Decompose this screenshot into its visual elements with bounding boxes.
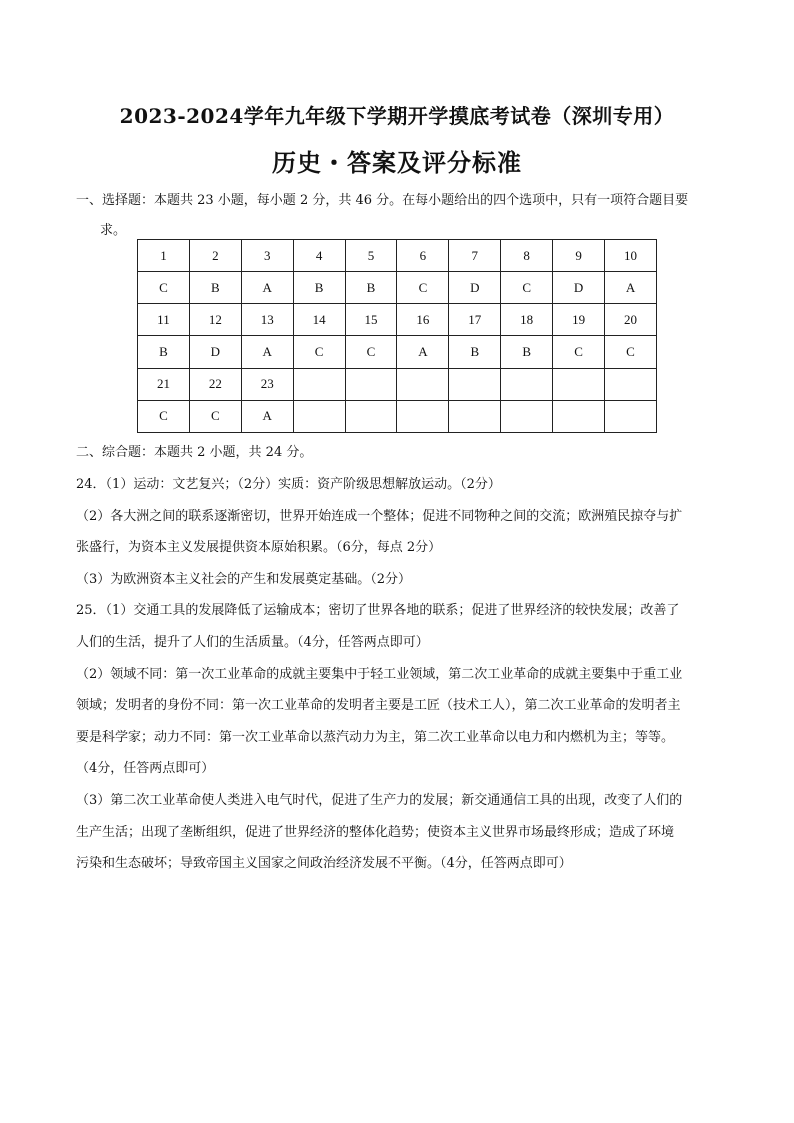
question-number-cell xyxy=(501,368,553,400)
q25-part3-line2: 生产生活；出现了垄断组织，促进了世界经济的整体化趋势；使资本主义世界市场最终形成；造成了环境 xyxy=(76,824,675,840)
answer-cell: A xyxy=(241,400,293,432)
answer-row xyxy=(138,400,657,432)
answer-cell: C xyxy=(189,400,241,432)
question-number-cell: 22 xyxy=(189,368,241,400)
answer-cell: B xyxy=(293,272,345,304)
question-number-cell: 2 xyxy=(189,240,241,272)
question-number-cell: 20 xyxy=(605,304,657,336)
answer-cell xyxy=(501,400,553,432)
question-number-cell xyxy=(605,368,657,400)
q24-part2-line2: 张盛行，为资本主义发展提供资本原始积累。（6分，每点 2分） xyxy=(76,540,442,556)
answer-cell: C xyxy=(605,336,657,368)
answer-cell: A xyxy=(241,272,293,304)
question-number-cell: 11 xyxy=(138,304,190,336)
question-number-row xyxy=(138,304,657,336)
page-subtitle: 历史・答案及评分标准 xyxy=(272,148,522,177)
question-number-row xyxy=(138,240,657,272)
section2-heading: 二、综合题：本题共 2 小题，共 24 分。 xyxy=(76,445,313,460)
answer-cell: C xyxy=(138,272,190,304)
question-number-cell: 6 xyxy=(397,240,449,272)
answer-cell: B xyxy=(138,336,190,368)
question-number-cell: 3 xyxy=(241,240,293,272)
question-number-cell: 17 xyxy=(449,304,501,336)
answer-row xyxy=(138,272,657,304)
question-number-row xyxy=(138,368,657,400)
question-number-cell: 7 xyxy=(449,240,501,272)
question-number-cell xyxy=(293,368,345,400)
answer-cell: D xyxy=(449,272,501,304)
question-number-cell: 5 xyxy=(345,240,397,272)
answer-cell: A xyxy=(241,336,293,368)
answer-cell: C xyxy=(345,336,397,368)
question-number-cell: 15 xyxy=(345,304,397,336)
answer-cell: C xyxy=(501,272,553,304)
answer-cell: B xyxy=(449,336,501,368)
q25-part2-line1: （2）领域不同：第一次工业革命的成就主要集中于轻工业领域，第二次工业革命的成就主要集中于重工业 xyxy=(76,666,683,682)
section1-instructions xyxy=(76,186,736,246)
page-title: 2023-2024学年九年级下学期开学摸底考试卷（深圳专用） xyxy=(119,104,675,128)
q25-part2-line3: 要是科学家；动力不同：第一次工业革命以蒸汽动力为主，第二次工业革命以电力和内燃机为主；等等。 xyxy=(76,729,675,745)
question-number-cell: 8 xyxy=(501,240,553,272)
answer-cell xyxy=(345,400,397,432)
question-number-cell: 4 xyxy=(293,240,345,272)
q24-part3: （3）为欧洲资本主义社会的产生和发展奠定基础。（2分） xyxy=(76,571,412,587)
answer-cell xyxy=(293,400,345,432)
answer-row xyxy=(138,336,657,368)
question-number-cell: 23 xyxy=(241,368,293,400)
answer-table xyxy=(137,239,657,433)
answer-cell xyxy=(605,400,657,432)
answer-cell: C xyxy=(397,272,449,304)
answer-cell: C xyxy=(138,400,190,432)
answer-cell xyxy=(553,400,605,432)
answer-cell: D xyxy=(189,336,241,368)
question-number-cell xyxy=(553,368,605,400)
answer-cell: C xyxy=(293,336,345,368)
question-number-cell xyxy=(345,368,397,400)
q24-part1: 24．（1）运动：文艺复兴；（2分）实质：资产阶级思想解放运动。（2分） xyxy=(76,477,501,492)
answer-cell: B xyxy=(189,272,241,304)
question-number-cell: 14 xyxy=(293,304,345,336)
question-number-cell: 12 xyxy=(189,304,241,336)
question-number-cell: 18 xyxy=(501,304,553,336)
answer-cell: B xyxy=(345,272,397,304)
question-number-cell xyxy=(397,368,449,400)
answer-cell: A xyxy=(605,272,657,304)
section1-line2: 求。 xyxy=(100,223,127,238)
answers-body xyxy=(76,469,724,880)
answer-cell xyxy=(449,400,501,432)
question-number-cell: 1 xyxy=(138,240,190,272)
section1-line1: 一、选择题：本题共 23 小题，每小题 2 分，共 46 分。在每小题给出的四个选项中，只有一项符合题目要 xyxy=(76,193,689,208)
question-number-cell: 10 xyxy=(605,240,657,272)
question-number-cell: 13 xyxy=(241,304,293,336)
q24-part2-line1: （2）各大洲之间的联系逐渐密切，世界开始连成一个整体；促进不同物种之间的交流；欧洲殖民掠夺与扩 xyxy=(76,508,683,524)
q25-part3-line1: （3）第二次工业革命使人类进入电气时代，促进了生产力的发展；新交通通信工具的出现，改变了人们的 xyxy=(76,792,683,808)
question-number-cell: 16 xyxy=(397,304,449,336)
q25-part1-line2: 人们的生活，提升了人们的生活质量。（4分，任答两点即可） xyxy=(76,634,429,650)
answer-cell xyxy=(397,400,449,432)
question-number-cell: 19 xyxy=(553,304,605,336)
answer-cell: D xyxy=(553,272,605,304)
q25-part2-line4: （4分，任答两点即可） xyxy=(76,761,215,777)
answer-cell: C xyxy=(553,336,605,368)
answer-cell: B xyxy=(501,336,553,368)
q25-part2-line2: 领域；发明者的身份不同：第一次工业革命的发明者主要是工匠（技术工人），第二次工业革命的发明者主 xyxy=(76,698,681,714)
answer-cell: A xyxy=(397,336,449,368)
question-number-cell xyxy=(449,368,501,400)
question-number-cell: 9 xyxy=(553,240,605,272)
q25-part1-line1: 25．（1）交通工具的发展降低了运输成本；密切了世界各地的联系；促进了世界经济的较快发展；改善了 xyxy=(76,603,680,619)
question-number-cell: 21 xyxy=(138,368,190,400)
q25-part3-line3: 污染和生态破坏；导致帝国主义国家之间政治经济发展不平衡。（4分，任答两点即可） xyxy=(76,856,572,872)
